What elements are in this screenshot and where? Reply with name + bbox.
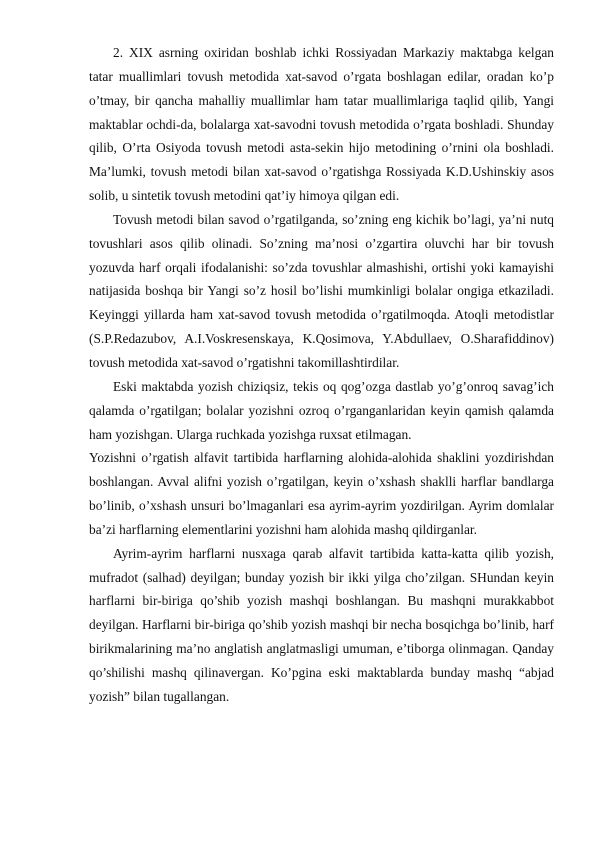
- paragraph-4: Yozishni o’rgatish alfavit tartibida harflarning alohida-alohida shaklini yozdirishdan boshlangan. Avval alifni yozish o’rgatilgan, keyin o’xshash shaklli harflar bandlarga bo’linib, o’xshash unsuri bo’lmaganlari esa ayrim-ayrim yozdirilgan. Ayrim domlalar ba’zi harflarning elementlarini yozishni ham alohida mashq qildirganlar.: [89, 450, 554, 537]
- document-page: [89, 41, 554, 709]
- paragraph-3: Eski maktabda yozish chiziqsiz, tekis oq qog’ozga dastlab yo’g’onroq savag’ich qalamda o’rgatilgan; bolalar yozishni ozroq o’rganganlaridan keyin qamish qalamda ham yozishgan. Ularga ruchkada yozishga ruxsat etilmagan.: [89, 378, 554, 442]
- paragraph-2: Tovush metodi bilan savod o’rgatilganda, so’zning eng kichik bo’lagi, ya’ni nutq tovushlari asos qilib olinadi. So’zning ma’nosi o’zgartira oluvchi har bir tovush yozuvda harf orqali ifodalanishi: so’zda tovushlar almashishi, ortishi yoki kamayishi natijasida boshqa bir Yangi so’z hosil bo’lishi mumkinligi bolalar ongiga etkaziladi. Keyinggi yillarda ham xat-savod tovush metodida o’rgatilmoqda. Atoqli metodistlar (S.P.Redazubov, A.I.Voskresenskaya, K.Qosimova, Y.Abdullaev, O.Sharafiddinov) tovush metodida xat-savod o’rgatishni takomillashtirdilar.: [89, 211, 554, 370]
- paragraph-5: Ayrim-ayrim harflarni nusxaga qarab alfavit tartibida katta-katta qilib yozish, mufradot (salhad) deyilgan; bunday yozish bir ikki yilga cho’zilgan. SHundan keyin harflarni bir-biriga qo’shib yozish mashqi boshlangan. Bu mashqni murakkabbot deyilgan. Harflarni bir-biriga qo’shib yozish mashqi bir necha bosqichga bo’linib, harf birikmalarining ma’no anglatish anglatmasligi umuman, e’tiborga olinmagan. Qanday qo’shilishi mashq qilinavergan. Ko’pgina eski maktablarda bunday mashq “abjad yozish” bilan tugallangan.: [89, 545, 554, 704]
- paragraph-1: 2. XIX asrning oxiridan boshlab ichki Rossiyadan Markaziy maktabga kelgan tatar muallimlari tovush metodida xat-savod o’rgata boshlagan edilar, oradan ko’p o’tmay, bir qancha mahalliy muallimlar ham tatar muallimlariga taqlid qilib, Yangi maktablar ochdi-da, bolalarga xat-savodni tovush metodida o’rgata boshladi. Shunday qilib, O’rta Osiyoda tovush metodi asta-sekin hijo metodining o’rnini ola boshladi. Ma’lumki, tovush metodi bilan xat-savod o’rgatishga Rossiyada K.D.Ushinskiy asos solib, u sintetik tovush metodini qat’iy himoya qilgan edi.: [89, 45, 554, 204]
